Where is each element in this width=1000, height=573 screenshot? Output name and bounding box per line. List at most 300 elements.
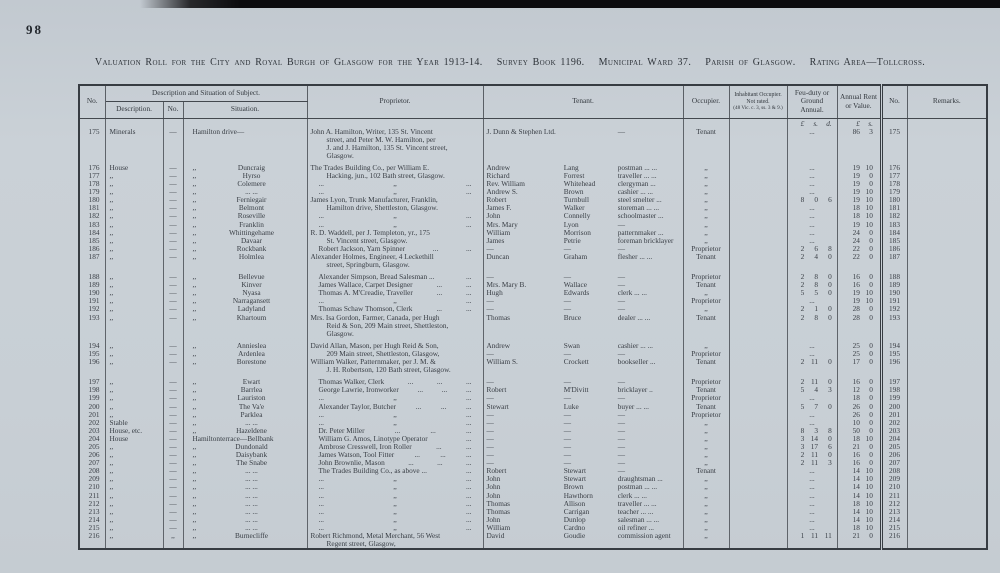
cell-description: ,, [105,297,163,305]
tenant-occupation: traveller ... ... [617,499,657,508]
rent-shillings: 0 [869,410,873,419]
cell-remarks [907,451,987,459]
rent-shillings: 3 [869,127,873,136]
cell-feu-duty [787,245,837,253]
cell-occupier: ,, [683,459,729,467]
cell-description: ,, [105,350,163,358]
tenant-surname: — [563,426,571,435]
cell-inhabitant-occupier [729,245,787,253]
feu-duty-part: 0 [828,252,832,261]
cell-proprietor [307,443,483,451]
tenant-occupation: steel smelter ... [617,196,662,205]
cell-entry-no: 182 [79,212,105,220]
cell-remarks [907,221,987,229]
table-row [79,269,987,281]
currency-symbol: £ [800,118,805,128]
cell-description: ,, [105,245,163,253]
cell-description: ,, [105,237,163,245]
cell-tenant [483,459,683,467]
cell-situation [183,172,307,180]
table-row [79,524,987,532]
cell-inhabitant-occupier [729,160,787,172]
cell-proprietor [307,204,483,212]
cell-feu-duty [787,253,837,269]
cell-description: ,, [105,524,163,532]
cell-description-no: — [163,516,183,524]
title-main: Valuation Roll for the City and Royal Burgh of Glasgow for the Year 1913-14. [94,57,483,68]
rent-shillings: 0 [869,171,873,180]
situation-name: Dundonald [235,442,268,451]
cell-feu-duty [787,338,837,350]
header-inhabitant-occupier [729,85,787,118]
feu-duty-part: 0 [828,402,832,411]
cell-remarks [907,459,987,467]
cell-entry-no-right: 204 [881,435,907,443]
tenant-surname: Petrie [563,236,581,245]
cell-annual-rent [837,483,881,491]
page-number: 98 [26,22,43,37]
cell-annual-rent [837,467,881,475]
feu-duty-part: 3 [814,426,819,435]
feu-duty-part: 2 [800,252,805,261]
feu-duty-part: 8 [814,281,819,290]
cell-entry-no-right: 200 [881,403,907,411]
rent-pounds: 25 [852,340,860,350]
situation-name: ... ... [245,507,258,516]
tenant-surname: Lang [563,162,579,172]
proprietor-line: George Lawrie, Ironworker ... ... ... [318,386,472,395]
cell-situation [183,289,307,297]
cell-annual-rent [837,245,881,253]
units-annual-rent [837,118,881,128]
tenant-occupation: salesman ... ... [617,515,660,524]
cell-entry-no: 215 [79,524,105,532]
cell-situation [183,532,307,549]
situation-name: Hyrso [242,171,261,180]
cell-inhabitant-occupier [729,269,787,281]
tenant-occupation: patternmaker ... [617,228,664,237]
cell-occupier: ,, [683,221,729,229]
cell-feu-duty [787,188,837,196]
situation-name: Khartoum [236,313,267,322]
cell-description-no: — [163,427,183,435]
cell-description: ,, [105,451,163,459]
proprietor-line: street, and Peter M. W. Hamilton, per [326,134,436,144]
cell-description-no: — [163,508,183,516]
cell-annual-rent [837,204,881,212]
cell-remarks [907,204,987,212]
situation-name: ... ... [245,475,258,484]
cell-proprietor [307,419,483,427]
tenant-first-name: William [486,523,511,532]
cell-description: ,, [105,374,163,386]
rent-shillings: 0 [869,442,873,451]
tenant-surname: — [563,297,571,306]
cell-remarks [907,245,987,253]
cell-description: Minerals [105,128,163,160]
currency-units-row [79,118,987,128]
table-row [79,188,987,196]
cell-inhabitant-occupier [729,451,787,459]
cell-entry-no-right: 175 [881,128,907,160]
situation-prefix: ,, [192,467,197,476]
feu-duty-part: 11 [810,377,819,387]
cell-feu-duty [787,350,837,358]
cell-situation [183,492,307,500]
cell-feu-duty [787,314,837,338]
feu-duty-part: 6 [828,196,832,205]
proprietor-line: William Walker, Patternmaker, per J. M. & [310,358,436,367]
situation-name: Daisybank [235,451,268,460]
tenant-first-name: Robert [486,467,507,476]
currency-symbol: d. [826,118,832,128]
tenant-first-name: John [486,483,501,492]
cell-inhabitant-occupier [729,180,787,188]
table-row [79,403,987,411]
cell-inhabitant-occupier [729,394,787,402]
rent-shillings: 0 [869,281,873,290]
currency-symbol: s. [813,118,819,128]
cell-description-no: — [163,314,183,338]
cell-description: ,, [105,180,163,188]
tenant-first-name: — [486,305,494,314]
rent-pounds: 16 [852,459,860,468]
situation-name: Parklea [240,410,263,419]
title-parish: Parish of Glasgow. [705,57,796,68]
rent-pounds: 14 [852,491,860,500]
cell-remarks [907,160,987,172]
tenant-surname: — [563,459,571,468]
cell-entry-no-right: 203 [881,427,907,435]
cell-remarks [907,516,987,524]
cell-remarks [907,188,987,196]
cell-annual-rent [837,403,881,411]
cell-feu-duty [787,358,837,374]
rent-shillings: 0 [869,358,873,367]
cell-feu-duty [787,483,837,491]
cell-tenant [483,451,683,459]
cell-remarks [907,305,987,313]
table-row [79,358,987,374]
situation-prefix: ,, [192,313,197,322]
cell-description-no: — [163,435,183,443]
feu-duty-part: 2 [800,459,805,468]
cell-annual-rent [837,350,881,358]
cell-entry-no-right: 180 [881,196,907,204]
tenant-occupation: — [617,467,626,476]
cell-situation [183,338,307,350]
cell-remarks [907,508,987,516]
table-row [79,180,987,188]
feu-duty-blank: ... [809,297,815,306]
cell-tenant [483,492,683,500]
cell-proprietor [307,314,483,338]
tenant-surname: Whitehead [563,180,596,189]
cell-proprietor [307,524,483,532]
situation-name: Nyasa [242,289,261,298]
situation-prefix: ,, [192,305,197,314]
tenant-occupation: teacher ... ... [617,507,654,516]
situation-prefix: ,, [192,394,197,403]
cell-annual-rent [837,524,881,532]
cell-occupier: Proprietor [683,297,729,305]
cell-description-no: — [163,221,183,229]
cell-inhabitant-occupier [729,237,787,245]
cell-entry-no-right: 195 [881,350,907,358]
feu-duty-part: 3 [828,459,832,468]
cell-occupier: ,, [683,204,729,212]
cell-entry-no: 214 [79,516,105,524]
tenant-first-name: — [486,272,494,282]
tenant-first-name: — [486,377,494,387]
rent-shillings: 0 [869,228,873,237]
cell-situation [183,386,307,394]
feu-duty-blank: ... [809,220,815,229]
cell-proprietor [307,508,483,516]
situation-prefix: ,, [192,377,197,387]
feu-duty-part: 0 [828,358,832,367]
cell-description-no: — [163,237,183,245]
feu-duty-blank: ... [809,491,815,500]
feu-duty-blank: ... [809,212,815,221]
feu-duty-part: 2 [800,281,805,290]
tenant-first-name: John [486,491,501,500]
tenant-occupation: — [617,394,626,403]
cell-annual-rent [837,212,881,220]
feu-duty-part: 0 [828,305,832,314]
cell-entry-no-right: 192 [881,305,907,313]
cell-tenant [483,172,683,180]
rent-pounds: 19 [852,171,860,180]
cell-proprietor [307,374,483,386]
situation-name: ... ... [245,523,258,532]
situation-prefix: ,, [192,228,197,237]
rent-pounds: 19 [852,289,860,298]
cell-inhabitant-occupier [729,419,787,427]
header-no-left: No. [79,85,105,118]
tenant-surname: Lyon [563,220,579,229]
feu-duty-blank: ... [809,507,815,516]
cell-annual-rent [837,386,881,394]
situation-name: Hazeldene [236,426,267,435]
cell-situation [183,297,307,305]
situation-name: Ewart [242,377,261,387]
rent-shillings: 10 [865,212,873,221]
header-sub-situation: Situation. [183,101,307,118]
tenant-surname: Forrest [563,171,585,180]
proprietor-line: ... ,, ... [318,515,472,524]
rent-pounds: 14 [852,475,860,484]
rent-pounds: 19 [852,188,860,197]
cell-entry-no-right: 182 [881,212,907,220]
cell-inhabitant-occupier [729,492,787,500]
tenant-occupation: — [617,281,626,290]
tenant-surname: Dunlop [563,515,586,524]
cell-situation [183,467,307,475]
cell-annual-rent [837,475,881,483]
tenant-surname: — [563,434,571,443]
tenant-first-name: Andrew S. [486,188,518,197]
cell-tenant [483,475,683,483]
feu-duty-part: 2 [800,305,805,314]
cell-entry-no-right: 197 [881,374,907,386]
valuation-roll-table [78,84,988,550]
cell-tenant [483,305,683,313]
rent-pounds: 28 [852,305,860,314]
cell-feu-duty [787,281,837,289]
feu-duty-part: 11 [824,532,832,540]
cell-feu-duty [787,451,837,459]
cell-remarks [907,297,987,305]
cell-entry-no: 188 [79,269,105,281]
table-row [79,160,987,172]
cell-proprietor [307,516,483,524]
table-row [79,196,987,204]
tenant-surname: — [563,394,571,403]
cell-inhabitant-occupier [729,374,787,386]
cell-tenant [483,160,683,172]
cell-remarks [907,386,987,394]
feu-duty-blank: ... [809,228,815,237]
cell-tenant [483,350,683,358]
rent-shillings: 10 [865,515,873,524]
situation-prefix: ,, [192,451,197,460]
cell-proprietor [307,500,483,508]
proprietor-line: Regent street, Glasgow, [326,539,396,549]
cell-proprietor [307,451,483,459]
header-occupier: Occupier. [683,85,729,118]
feu-duty-part: 6 [814,244,819,253]
tenant-surname: — [563,418,571,427]
tenant-first-name: — [486,297,494,306]
cell-entry-no-right: 179 [881,188,907,196]
cell-entry-no-right: 190 [881,289,907,297]
cell-occupier: ,, [683,451,729,459]
cell-annual-rent [837,305,881,313]
cell-remarks [907,427,987,435]
cell-proprietor [307,350,483,358]
cell-inhabitant-occupier [729,314,787,338]
cell-proprietor [307,459,483,467]
tenant-occupation: — [617,426,626,435]
tenant-surname: Edwards [563,289,590,298]
cell-feu-duty [787,386,837,394]
rent-pounds: 18 [852,434,860,443]
rent-shillings: 0 [869,377,873,387]
tenant-first-name: William [486,228,511,237]
cell-occupier: ,, [683,435,729,443]
tenant-surname: Hawthorn [563,491,593,500]
situation-prefix: ,, [192,499,197,508]
cell-entry-no-right: 181 [881,204,907,212]
cell-proprietor [307,427,483,435]
tenant-occupation: oil refiner ... [617,523,655,532]
cell-annual-rent [837,427,881,435]
table-row [79,483,987,491]
cell-occupier: ,, [683,500,729,508]
feu-duty-blank: ... [809,162,815,172]
rent-pounds: 22 [852,244,860,253]
scan-edge-shadow [0,0,1000,8]
currency-symbol: £ [856,118,860,128]
proprietor-line: ... ,, ... [318,410,472,419]
cell-description-no: — [163,500,183,508]
cell-tenant [483,467,683,475]
cell-entry-no-right: 178 [881,180,907,188]
cell-tenant [483,314,683,338]
situation-name: Roseville [237,212,266,221]
situation-prefix: ,, [192,475,197,484]
proprietor-line: John A. Hamilton, Writer, 135 St. Vincent [310,127,433,136]
cell-entry-no-right: 213 [881,508,907,516]
cell-inhabitant-occupier [729,411,787,419]
situation-prefix: ,, [192,162,197,172]
cell-occupier: ,, [683,443,729,451]
rent-shillings: 0 [869,272,873,282]
cell-annual-rent [837,516,881,524]
cell-description-no: — [163,483,183,491]
cell-tenant [483,532,683,549]
cell-occupier: ,, [683,475,729,483]
tenant-first-name: Thomas [486,499,511,508]
proprietor-line: ... ,, ... [318,180,472,189]
cell-entry-no: 208 [79,467,105,475]
cell-description: ,, [105,314,163,338]
cell-inhabitant-occupier [729,524,787,532]
cell-situation [183,281,307,289]
cell-inhabitant-occupier [729,358,787,374]
cell-situation [183,305,307,313]
cell-situation [183,237,307,245]
rent-shillings: 0 [869,386,873,395]
cell-entry-no-right: 198 [881,386,907,394]
cell-tenant [483,180,683,188]
cell-inhabitant-occupier [729,221,787,229]
tenant-first-name: — [486,442,494,451]
tenant-occupation: — [617,272,626,282]
cell-remarks [907,128,987,160]
cell-description: ,, [105,411,163,419]
cell-situation [183,253,307,269]
rent-shillings: 10 [865,289,873,298]
feu-duty-part: 11 [810,532,819,540]
tenant-occupation: clergyman ... [617,180,656,189]
cell-annual-rent [837,338,881,350]
cell-proprietor [307,245,483,253]
cell-entry-no-right: 211 [881,492,907,500]
cell-feu-duty [787,508,837,516]
cell-situation [183,459,307,467]
feu-duty-part: 6 [828,442,832,451]
feu-duty-part: 8 [814,313,819,322]
proprietor-line: ... ,, ... [318,212,472,221]
cell-feu-duty [787,128,837,160]
cell-inhabitant-occupier [729,532,787,549]
cell-description: ,, [105,443,163,451]
rent-shillings: 0 [869,459,873,468]
table-row [79,411,987,419]
cell-inhabitant-occupier [729,196,787,204]
cell-tenant [483,297,683,305]
cell-proprietor [307,483,483,491]
cell-description: House [105,435,163,443]
feu-duty-part: 0 [828,313,832,322]
rent-pounds: 24 [852,228,860,237]
header-sub-description: Description. [105,101,163,118]
tenant-surname: — [563,377,571,387]
cell-occupier: Tenant [683,386,729,394]
cell-entry-no: 178 [79,180,105,188]
